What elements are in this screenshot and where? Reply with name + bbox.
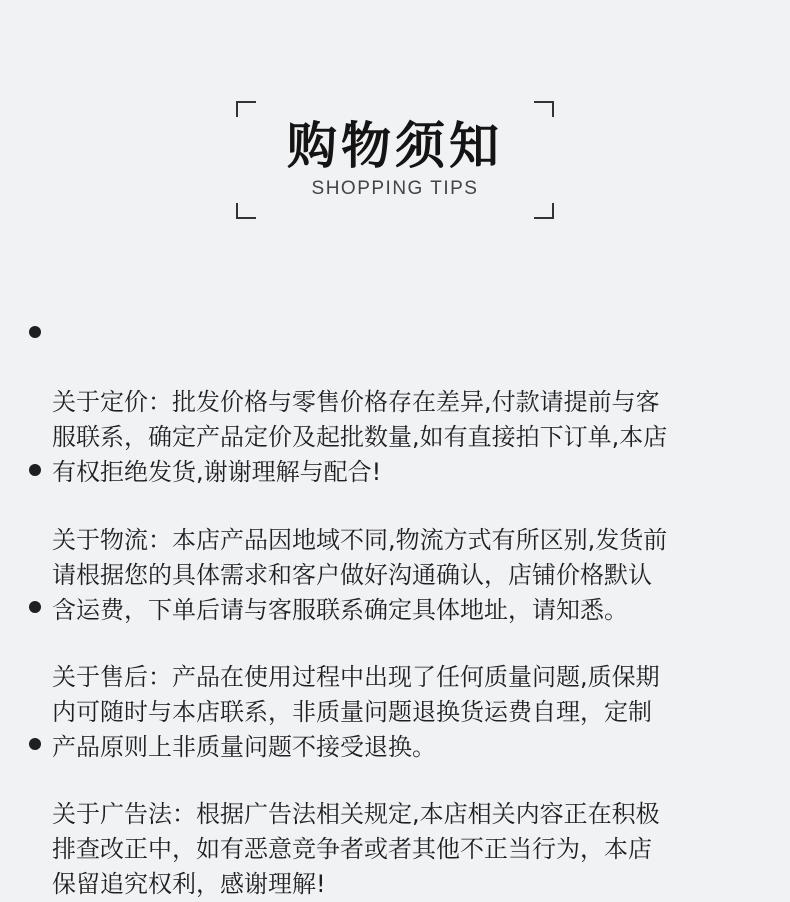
page-subtitle: SHOPPING TIPS xyxy=(311,178,479,199)
note-text: 关于定价：批发价格与零售价格存在差异,付款请提前与客 服联系，确定产品定价及起批数量,如有直接拍下订单,本店 有权拒绝发货,谢谢理解与配合! xyxy=(52,388,668,486)
note-text: 关于售后：产品在使用过程中出现了任何质量问题,质保期 内可随时与本店联系，非质量问题退换货运费自理，定制 产品原则上非质量问题不接受退换。 xyxy=(52,663,660,761)
bullet-dot-icon xyxy=(29,738,41,750)
bullet-dot-icon xyxy=(29,464,41,476)
note-advertising-law xyxy=(52,727,782,902)
bullet-dot-icon xyxy=(29,601,41,613)
note-text: 关于广告法：根据广告法相关规定,本店相关内容正在积极 排查改正中，如有恶意竞争者或者其他不正当行为，本店 保留追究权利，感谢理解! xyxy=(52,800,660,898)
note-text: 关于物流：本店产品因地域不同,物流方式有所区别,发货前 请根据您的具体需求和客户做好沟通确认，店铺价格默认 含运费，下单后请与客服联系确定具体地址，请知悉。 xyxy=(52,526,668,624)
page-title: 购物须知 xyxy=(287,117,503,175)
bullet-dot-icon xyxy=(29,326,41,338)
